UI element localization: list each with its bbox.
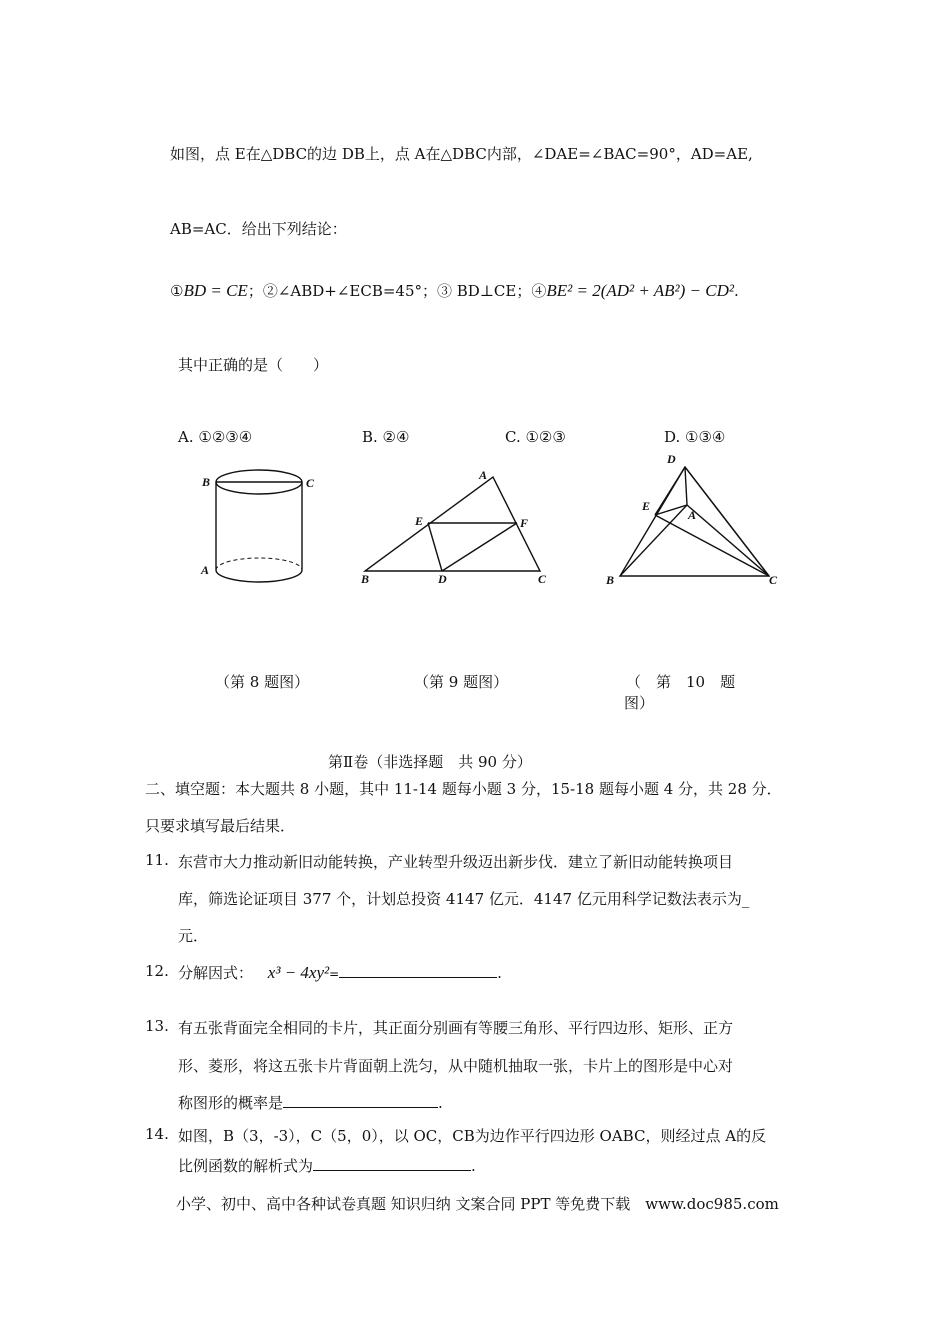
figure-10-triangle	[600, 450, 790, 585]
option-c: C. ①②③	[505, 428, 566, 446]
cylinder-bottom-front	[216, 570, 302, 582]
segment-df	[442, 523, 517, 571]
footer-text: 小学、初中、高中各种试卷真题 知识归纳 文案合同 PPT 等免费下载 www.doc985.com	[176, 1195, 779, 1213]
figure-9-triangle	[355, 465, 555, 587]
q12-period: .	[497, 964, 502, 982]
q12-prompt: 分解因式：	[178, 964, 254, 982]
q11-line-2: 库，筛选论证项目 377 个，计划总投资 4147 亿元．4147 亿元用科学记数法表示为_	[178, 890, 750, 908]
q11-number: 11.	[145, 851, 169, 869]
q12-expression: x³ − 4xy²	[267, 963, 330, 982]
label-b: B	[361, 572, 370, 586]
segment-dc	[685, 467, 769, 576]
q11-line-1: 东营市大力推动新旧动能转换，产业转型升级迈出新步伐．建立了新旧动能转换项目	[178, 853, 734, 871]
label-a: A	[479, 468, 488, 482]
label-c: C	[538, 572, 547, 586]
option-d: D. ①③④	[664, 428, 726, 446]
label-c: C	[769, 573, 778, 585]
caption-fig-10-line-1: （ 第 10 题	[626, 673, 736, 691]
triangle-abc	[365, 477, 540, 571]
q14-answer-blank[interactable]	[313, 1156, 471, 1171]
option-b: B. ②④	[362, 428, 410, 446]
cylinder-bottom-back	[216, 558, 302, 570]
conclusions-period: .	[734, 282, 739, 300]
label-a: A	[201, 563, 210, 577]
segment-ba	[620, 505, 687, 576]
segment-ac	[687, 505, 769, 576]
q13-number: 13.	[145, 1017, 169, 1035]
q14-period: .	[471, 1157, 476, 1175]
q12-answer-blank[interactable]	[339, 963, 497, 978]
section-2-intro-line-1: 二、填空题：本大题共 8 小题，其中 11-14 题每小题 3 分，15-18 题每小题 4 分，共 28 分．	[145, 780, 782, 798]
q12-number: 12.	[145, 962, 169, 980]
q12-equals: =	[329, 967, 340, 981]
section-2-title: 第Ⅱ卷（非选择题 共 90 分）	[328, 753, 532, 771]
label-f: F	[520, 516, 529, 530]
segment-da	[685, 467, 687, 505]
label-d: D	[438, 572, 447, 586]
q11-line-3: 元．	[178, 927, 209, 945]
q14-prompt: 比例函数的解析式为	[178, 1157, 314, 1175]
circled-one: ①	[170, 282, 184, 300]
figure-8-cylinder	[195, 465, 320, 590]
q10-line-2: AB=AC．给出下列结论：	[170, 220, 347, 238]
label-a: A	[688, 508, 697, 522]
q10-conclusions	[170, 280, 739, 301]
segment-ed	[428, 523, 442, 571]
option-a: A. ①②③④	[178, 428, 253, 446]
q13-line-1: 有五张背面完全相同的卡片，其正面分别画有等腰三角形、平行四边形、矩形、正方	[178, 1019, 734, 1037]
conclusions-middle: ；②∠ABD+∠ECB=45°；③ BD⊥CE；④	[247, 282, 547, 300]
label-e: E	[642, 499, 651, 513]
q13-line-3	[178, 1092, 443, 1113]
label-b: B	[606, 573, 615, 585]
segment-ec	[655, 515, 769, 576]
formula-bd-ce: BD = CE	[183, 281, 248, 300]
q13-prompt: 称图形的概率是	[178, 1094, 284, 1112]
label-e: E	[415, 514, 424, 528]
q12-line	[178, 962, 502, 983]
caption-fig-10-line-2: 图）	[624, 694, 655, 712]
q10-line-1: 如图，点 E在△DBC的边 DB上，点 A在△DBC内部，∠DAE=∠BAC=90°，AD=AE,	[170, 145, 753, 163]
caption-fig-9: （第 9 题图）	[414, 673, 509, 691]
q13-period: .	[438, 1094, 443, 1112]
formula-be-squared: BE² = 2(AD² + AB²) − CD²	[546, 281, 734, 300]
caption-fig-8: （第 8 题图）	[215, 673, 310, 691]
q10-question: 其中正确的是（ ）	[178, 356, 329, 374]
q14-number: 14.	[145, 1125, 169, 1143]
section-2-intro-line-2: 只要求填写最后结果．	[145, 817, 296, 835]
label-b: B	[202, 475, 211, 489]
label-c: C	[306, 476, 315, 490]
q14-line-2	[178, 1155, 476, 1176]
label-d: D	[667, 452, 676, 466]
q14-line-1: 如图，B（3，-3），C（5，0），以 OC，CB为边作平行四边形 OABC，则经过点 A的反	[178, 1127, 767, 1145]
q13-answer-blank[interactable]	[283, 1093, 438, 1108]
q13-line-2: 形、菱形，将这五张卡片背面朝上洗匀，从中随机抽取一张，卡片上的图形是中心对	[178, 1057, 734, 1075]
segment-ed	[655, 467, 685, 515]
